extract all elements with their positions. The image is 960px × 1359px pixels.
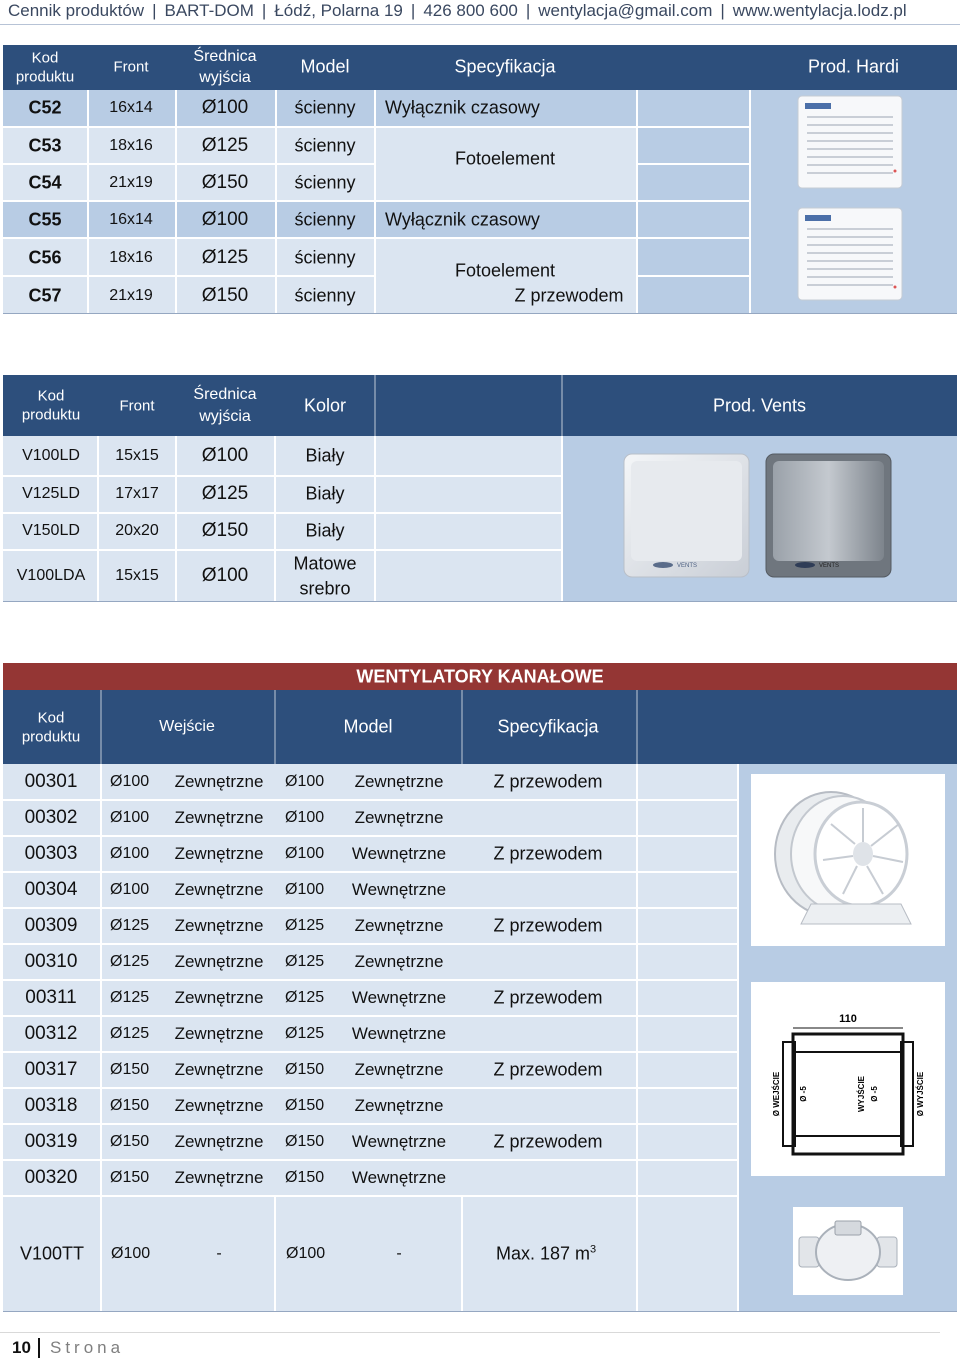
drawing-minus-label-2: Ø -5 xyxy=(870,1086,879,1102)
row-diameter: Ø100 xyxy=(201,97,249,118)
duct-fan-image xyxy=(751,774,945,946)
hardi-fan-image-2 xyxy=(797,207,903,301)
header-divider xyxy=(0,24,960,25)
row-diameter: Ø125 xyxy=(201,135,249,156)
row-code: C53 xyxy=(28,135,62,156)
row-spec-superscript: 3 xyxy=(590,1243,597,1256)
row-diameter: Ø100 xyxy=(201,209,249,230)
page-number: 10 xyxy=(12,1338,31,1357)
header-code-2: produktu xyxy=(21,406,81,424)
header-code-1: Kod xyxy=(31,49,59,67)
row-front: 21x19 xyxy=(109,287,153,304)
row-outlet-type: Wewnętrzne xyxy=(351,844,447,863)
spec-photo-c53-c54: Fotoelement xyxy=(454,148,556,169)
spec-timer-c55: Wyłącznik czasowy xyxy=(385,209,540,230)
spec-cord-c57: Z przewodem xyxy=(514,285,624,306)
row-spec: Z przewodem xyxy=(493,987,603,1008)
drawing-minus-label-1: Ø -5 xyxy=(799,1086,808,1102)
row-outlet-diameter: Ø100 xyxy=(286,1245,326,1262)
row-code: C56 xyxy=(28,247,62,268)
row-outlet-diameter: Ø150 xyxy=(285,1097,325,1114)
row-inlet-type: Zewnętrzne xyxy=(174,1096,264,1115)
row-outlet-type: Wewnętrzne xyxy=(351,1024,447,1043)
row-outlet-diameter: Ø150 xyxy=(285,1061,325,1078)
footer-separator xyxy=(38,1338,40,1358)
row-outlet-diameter: Ø125 xyxy=(285,989,325,1006)
row-inlet-type: Zewnętrzne xyxy=(174,1132,264,1151)
row-code: V100LDA xyxy=(16,567,86,584)
row-model: ścienny xyxy=(294,172,356,193)
row-code: V150LD xyxy=(22,522,80,539)
row-code: 00304 xyxy=(24,879,78,900)
row-inlet-diameter: Ø150 xyxy=(110,1097,150,1114)
spec-timer-c52: Wyłącznik czasowy xyxy=(385,97,540,118)
header-diameter-1: Średnica xyxy=(193,386,257,403)
row-diameter: Ø125 xyxy=(201,247,249,268)
row-color-line-1: Matowe xyxy=(293,553,357,574)
row-inlet-diameter: Ø125 xyxy=(110,917,150,934)
row-outlet-type: Wewnętrzne xyxy=(351,880,447,899)
row-code: 00318 xyxy=(24,1095,78,1116)
header-diameter-2: wyjścia xyxy=(199,408,251,425)
row-code: 00312 xyxy=(24,1023,78,1044)
header-code-2: produktu xyxy=(15,68,75,86)
hardi-fan-image-1 xyxy=(797,95,903,189)
header-color: Kolor xyxy=(303,395,347,416)
row-outlet-type: Zewnętrzne xyxy=(354,808,444,827)
header-code-1: Kod xyxy=(37,709,65,727)
row-model: ścienny xyxy=(294,135,356,156)
spec-photo-c56-c57: Fotoelement xyxy=(454,260,556,281)
row-outlet-diameter: Ø100 xyxy=(285,809,325,826)
header-address: Łódź, Polarna 19 xyxy=(274,1,403,20)
row-inlet-diameter: Ø100 xyxy=(110,881,150,898)
row-inlet-type: Zewnętrzne xyxy=(174,844,264,863)
row-code: V100LD xyxy=(22,447,80,464)
row-front: 15x15 xyxy=(115,567,159,584)
row-diameter: Ø100 xyxy=(201,565,249,586)
row-code: 00319 xyxy=(24,1131,78,1152)
row-spec: Z przewodem xyxy=(493,1059,603,1080)
row-code: 00301 xyxy=(24,771,78,792)
page-label: Strona xyxy=(50,1338,125,1357)
page-header: Cennik produktów | BART-DOM | Łódź, Polarna 19 | 426 800 600 | wentylacja@gmail.com | www.wentylacja.lodz.pl xyxy=(8,1,907,20)
row-diameter: Ø150 xyxy=(201,285,249,306)
header-code-2: produktu xyxy=(21,728,81,746)
row-spec: Z przewodem xyxy=(493,1131,603,1152)
row-outlet-type: Wewnętrzne xyxy=(351,1168,447,1187)
row-code: 00310 xyxy=(24,951,78,972)
row-code: 00309 xyxy=(24,915,78,936)
header-company: Cennik produktów xyxy=(8,1,145,20)
row-color: Biały xyxy=(305,445,345,466)
row-outlet-type: Zewnętrzne xyxy=(354,952,444,971)
row-code: C57 xyxy=(28,285,62,306)
row-code: C54 xyxy=(28,172,62,193)
row-outlet-diameter: Ø100 xyxy=(285,845,325,862)
row-front: 18x16 xyxy=(109,137,153,154)
row-code: C55 xyxy=(28,209,62,230)
row-inlet-type: Zewnętrzne xyxy=(174,1060,264,1079)
row-spec: Z przewodem xyxy=(493,771,603,792)
row-inlet-diameter: Ø125 xyxy=(110,1025,150,1042)
header-spec: Specyfikacja xyxy=(454,56,556,77)
row-inlet-type: - xyxy=(216,1245,222,1262)
row-code: 00317 xyxy=(24,1059,78,1080)
row-inlet-diameter: Ø100 xyxy=(111,1245,151,1262)
row-outlet-diameter: Ø125 xyxy=(285,953,325,970)
row-inlet-type: Zewnętrzne xyxy=(174,772,264,791)
row-inlet-diameter: Ø125 xyxy=(110,953,150,970)
header-model: Model xyxy=(343,716,393,737)
header-producer: Prod. Vents xyxy=(713,395,807,416)
image-cell-bg xyxy=(562,436,957,602)
row-front: 21x19 xyxy=(109,174,153,191)
row-spec-value: Max. 187 m xyxy=(496,1243,591,1264)
row-inlet-diameter: Ø125 xyxy=(110,989,150,1006)
row-inlet-type: Zewnętrzne xyxy=(174,952,264,971)
row-inlet-diameter: Ø150 xyxy=(110,1169,150,1186)
row-color-line-2: srebro xyxy=(299,578,351,599)
vents-fan-silver-image xyxy=(765,453,892,578)
row-front: 17x17 xyxy=(115,485,159,502)
row-diameter: Ø100 xyxy=(201,445,249,466)
rows-bg xyxy=(375,436,562,602)
row-inlet-type: Zewnętrzne xyxy=(174,1024,264,1043)
row-code: C52 xyxy=(28,97,62,118)
row-outlet-diameter: Ø125 xyxy=(285,917,325,934)
header-email[interactable]: wentylacja@gmail.com xyxy=(538,1,713,20)
row-outlet-type: Zewnętrzne xyxy=(354,1060,444,1079)
row-outlet-type: Zewnętrzne xyxy=(354,772,444,791)
row-code: V100TT xyxy=(19,1243,85,1264)
row-outlet-type: Zewnętrzne xyxy=(354,1096,444,1115)
vents-fan-white-image xyxy=(623,453,750,578)
header-name: BART-DOM xyxy=(164,1,254,20)
row-inlet-diameter: Ø100 xyxy=(110,773,150,790)
header-website[interactable]: www.wentylacja.lodz.pl xyxy=(732,1,907,20)
row-outlet-diameter: Ø150 xyxy=(285,1133,325,1150)
row-bg xyxy=(636,90,749,314)
row-spec xyxy=(496,1244,596,1265)
row-spec: Z przewodem xyxy=(493,843,603,864)
row-diameter: Ø150 xyxy=(201,520,249,541)
row-model: ścienny xyxy=(294,97,356,118)
row-inlet-diameter: Ø100 xyxy=(110,845,150,862)
row-inlet-type: Zewnętrzne xyxy=(174,808,264,827)
row-model: ścienny xyxy=(294,247,356,268)
v100tt-image xyxy=(793,1207,903,1295)
row-inlet-type: Zewnętrzne xyxy=(174,916,264,935)
header-producer: Prod. Hardi xyxy=(808,56,900,77)
row-inlet-type: Zewnętrzne xyxy=(174,1168,264,1187)
row-diameter: Ø150 xyxy=(201,172,249,193)
row-outlet-diameter: Ø100 xyxy=(285,881,325,898)
row-inlet-diameter: Ø150 xyxy=(110,1061,150,1078)
row-outlet-type: Wewnętrzne xyxy=(351,1132,447,1151)
row-inlet-type: Zewnętrzne xyxy=(174,988,264,1007)
row-outlet-type: Zewnętrzne xyxy=(354,916,444,935)
row-inlet-diameter: Ø100 xyxy=(110,809,150,826)
row-color: Biały xyxy=(305,483,345,504)
footer-divider xyxy=(0,1332,940,1333)
header-diameter-2: wyjścia xyxy=(199,69,251,86)
row-code: 00302 xyxy=(24,807,78,828)
vents-logo-text-2: VENTS xyxy=(819,563,840,569)
duct-fan-drawing xyxy=(751,982,945,1176)
header-inlet: Wejście xyxy=(159,718,215,735)
drawing-outlet-label-2: Ø WYJŚCIE xyxy=(916,1071,925,1117)
row-model: ścienny xyxy=(294,209,356,230)
row-inlet-diameter: Ø150 xyxy=(110,1133,150,1150)
drawing-outlet-label-1: WYJŚCIE xyxy=(857,1075,866,1113)
row-model: ścienny xyxy=(294,285,356,306)
table-header-row xyxy=(3,690,957,764)
row-outlet-diameter: Ø150 xyxy=(285,1169,325,1186)
header-front: Front xyxy=(113,58,149,76)
row-code: 00303 xyxy=(24,843,78,864)
row-outlet-type: Wewnętrzne xyxy=(351,988,447,1007)
header-spec: Specyfikacja xyxy=(497,716,599,737)
row-spec: Z przewodem xyxy=(493,915,603,936)
row-code: 00320 xyxy=(24,1167,78,1188)
header-model: Model xyxy=(300,56,350,77)
row-front: 20x20 xyxy=(115,522,159,539)
header-phone: 426 800 600 xyxy=(423,1,518,20)
row-outlet-type: - xyxy=(396,1245,402,1262)
row-front: 18x16 xyxy=(109,249,153,266)
row-front: 15x15 xyxy=(115,447,159,464)
header-diameter-1: Średnica xyxy=(193,48,257,65)
row-outlet-diameter: Ø125 xyxy=(285,1025,325,1042)
row-code: 00311 xyxy=(25,987,77,1008)
row-diameter: Ø125 xyxy=(201,483,249,504)
table-title: WENTYLATORY KANAŁOWE xyxy=(356,666,604,687)
row-front: 16x14 xyxy=(109,99,153,116)
header-code-1: Kod xyxy=(37,387,65,405)
row-inlet-type: Zewnętrzne xyxy=(174,880,264,899)
row-color: Biały xyxy=(305,520,345,541)
row-code: V125LD xyxy=(22,485,80,502)
drawing-width-label: 110 xyxy=(839,1013,857,1025)
row-outlet-diameter: Ø100 xyxy=(285,773,325,790)
drawing-inlet-label: Ø WEJŚCIE xyxy=(772,1071,781,1117)
row-front: 16x14 xyxy=(109,211,153,228)
vents-logo-text-1: VENTS xyxy=(677,563,698,569)
header-front: Front xyxy=(119,397,155,415)
